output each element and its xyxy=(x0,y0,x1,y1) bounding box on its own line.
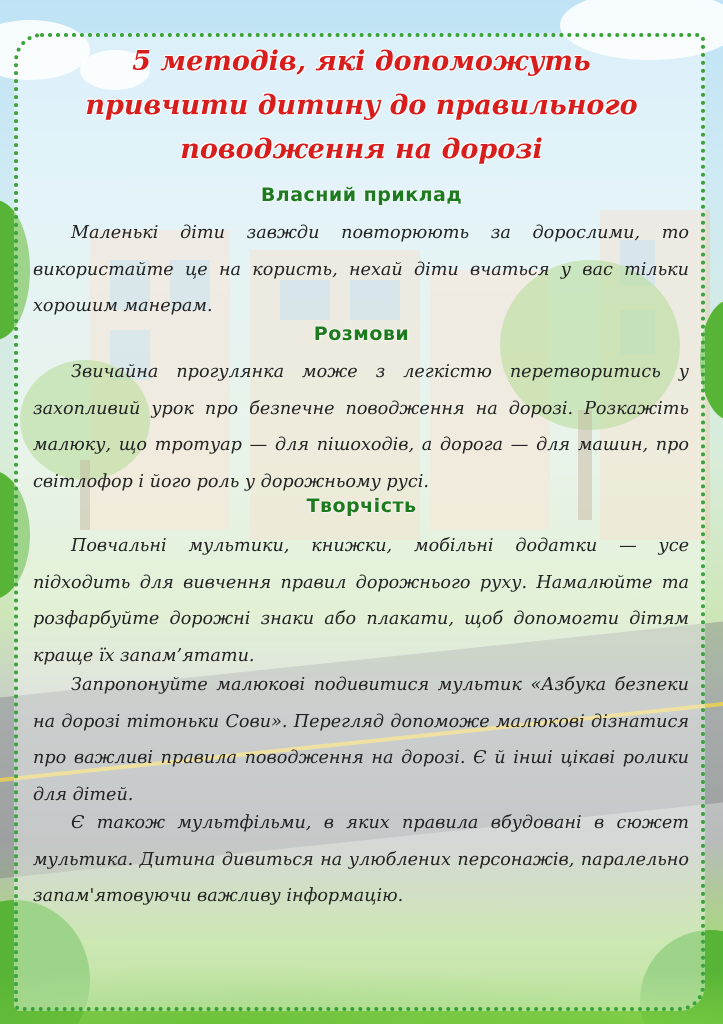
paragraph-creativity-2: Запропонуйте малюкові подивитися мультик «Азбука безпеки на дорозі тітоньки Сови». Перегляд допоможе малюкові дізнатися про важливі правила поводження на дорозі. Є й інші цікаві ролики для дітей. xyxy=(33,675,689,806)
section-heading-creativity: Творчість xyxy=(306,495,417,517)
section-heading-own-example: Власний приклад xyxy=(260,184,463,206)
paragraph-own-example: Маленькі діти завжди повторюють за дорослими, то використайте це на користь, нехай діти вчаться у вас тільки хорошим манерам. xyxy=(33,223,689,317)
page-title xyxy=(60,40,663,172)
paragraph-creativity-1: Повчальні мультики, книжки, мобільні додатки — усе підходить для вивчення правил дорожнього руху. Намалюйте та розфарбуйте дорожні знаки або плакати, щоб допомогти дітям краще їх запам’ятати. xyxy=(33,536,689,667)
paragraph-creativity-3: Є також мультфільми, в яких правила вбудовані в сюжет мультика. Дитина дивиться на улюблених персонажів, паралельно запам'ятовуючи важливу інформацію. xyxy=(33,813,689,907)
section-heading-conversations: Розмови xyxy=(313,323,410,345)
title-line-1: 5 методів, які допоможуть xyxy=(132,46,591,77)
paragraph-conversations: Звичайна прогулянка може з легкістю перетворитись у захопливий урок про безпечне поводження на дорозі. Розкажіть малюку, що тротуар — для пішоходів, а дорога — для машин, про світлофор і його роль у дорожньому русі. xyxy=(33,362,689,493)
title-line-2: привчити дитину до правильного xyxy=(85,90,638,121)
title-line-3: поводження на дорозі xyxy=(180,134,543,165)
